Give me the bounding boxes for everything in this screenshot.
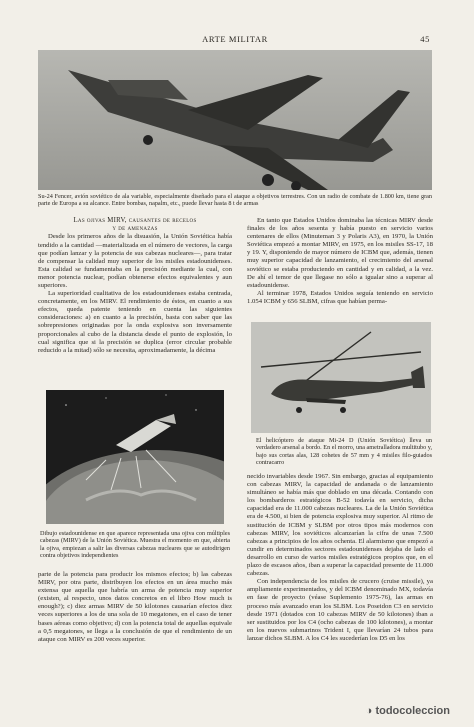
paragraph: Al terminar 1978, Estados Unidos seguía teniendo en servicio 1.054 ICBM y 656 SLBM, cifras que habían perma- [247,289,433,305]
left-column [38,217,232,355]
right-column [247,217,433,306]
figure-caption-1: Su-24 Fencer, avión soviético de ala variable, especialmente diseñado para el ataque a objetivos terrestres. Con un radio de combate de 1.800 km, tiene gran parte de Europa a su alcance. Entre bombas, napalm, etc., puede llevar hasta 8 t de armas [38,193,432,208]
section-heading: Las ojivas MIRV, causantes de recelos y de amenazas [73,217,197,233]
jet-illustration [38,50,432,190]
paragraph: Con independencia de los misiles de crucero (cruise missile), ya ampliamente experimentados, y del ICBM denominado MX, todavía en fase de proyecto (véase Suplemento 1975-76), las armas en proceso más avanzado eran los SLBM. Los Poseidon C3 en servicio desde 1971 (dotados con 10 cabezas MIRV de 50 kilotones) iban a ser sustituidos por los C4 (ocho cabezas de 100 kilotones), a montar en los nuevos submarinos Trident I, que llevarían 24 tubos para lanzar dichos SLBM. A los C4 les sucederían los D5 en los [247,578,433,642]
helicopter-illustration [251,322,431,433]
paragraph: La superioridad cualitativa de los estadounidenses estaba centrada, concretamente, en los MIRV. El rendimiento de éstos, en cuanto a sus efectos, queda patente teniendo en cuenta las siguientes consideraciones: a) en cuanto a la precisión, basta con saber que las sobrepresiones originadas por la onda explosiva son inversamente proporcionales al cubo de la distancia desde el punto de explosión, lo cual significa que si la precisión se duplica (error circular probable reducido a la mitad) sólo se necesita, aproximadamente, la décima [38,290,232,354]
watermark-icon: ◑ [365,705,376,717]
figure-caption-3: El helicóptero de ataque Mi-24 D (Unión Soviética) lleva un verdadero arsenal a bordo. En el morro, una ametralladora multitubo y, bajo sus cortas alas, 128 cohetes de 57 mm y 4 misiles filo-guiados contracarro [256,437,432,467]
watermark-logo: ◑ todocoleccion [365,705,450,717]
paragraph: En tanto que Estados Unidos dominaba las técnicas MIRV desde finales de los años sesenta y había puesto en servicio varios centenares de ellos (Minuteman 3 y Polaris A3), en 1970, la Unión Soviética empezó a montar MIRV, en 1975, en los misiles SS-17, 18 y 19. Y, disponiendo de mayor número de ICBM que, además, tienen muy superior capacidad de lanzamiento, el crecimiento del arsenal soviético se estaba produciendo en cantidad y en calidad, a la vez. De ahí el temor de que llegase no sólo a igualar sino a superar al estadounidense. [247,217,433,289]
su24-fencer-photo [38,50,432,190]
mi24-helicopter-photo [251,322,431,433]
paragraph: Desde los primeros años de la disuasión, la Unión Soviética había tendido a la cantidad —materializada en el número de vectores, la carga que podían lanzar y la potencia de sus cabezas nucleares—, para tratar de compensar la calidad muy superior de los misiles estadounidenses. Esta calidad se fundamentaba en la precisión mediante la cual, con menor potencia nuclear, podían obtenerse efectos equivalentes y aun superiores. [38,233,232,289]
section-title: ARTE MILITAR [202,34,268,44]
mirv-drawing [46,390,224,524]
page-number: 45 [420,34,430,44]
paragraph: necido invariables desde 1967. Sin embargo, gracias al equipamiento con cabezas MIRV, la capacidad de andanada o de lanzamiento simultáneo se había más que doblado en una década. Contando con los bombarderos estratégicos B-52 todavía en servicio, dicha capacidad era de 11.000 cabezas nucleares. La de la Unión Soviética era de 4.500, si bien de potencia explosiva muy superior. Al ritmo de sustitución de ICBM y SLBM por otros tipos más modernos con cabezas MIRV, los soviéticos alcanzarían la cifra de unas 7.500 cabezas a principios de los años ochenta. El alarmismo que empezó a cundir en determinados sectores estadounidenses dejaba de lado el desarrollo en curso de varios misiles estratégicos propios que, en el plazo de escasos años, iban a superar la capacidad presente de 11.000 cabezas. [247,473,433,578]
running-header [40,34,430,46]
figure-caption-2: Dibujo estadounidense en que aparece representada una ojiva con múltiples cabezas (MIRV) de la Unión Soviética. Muestra el momento en que, abierta la ojiva, empiezan a salir las diversas cabezas nucleares que se autodirigen contra objetivos independientes [40,530,230,560]
left-column-continued [38,571,232,644]
paragraph: parte de la potencia para producir los mismos efectos; b) las cabezas MIRV, por otra parte, distribuyen los efectos en un área mucho más extensa que aquella que habría un arma de potencia muy superior (existen, al respecto, unos datos concretos en el libro How much is enough?); c) diez armas MIRV de 50 kilotones causarían efectos diez veces superiores a los de una sola de 10 megatones, en el caso de tener bases aéreas como objetivo; d) con la potencia total de aquellas equivale a 0,5 megatones, se llega a la conclusión de que el rendimiento de un ataque con MIRV es 200 veces superior. [38,571,232,643]
right-column-continued [247,473,433,643]
mirv-illustration [46,390,224,524]
